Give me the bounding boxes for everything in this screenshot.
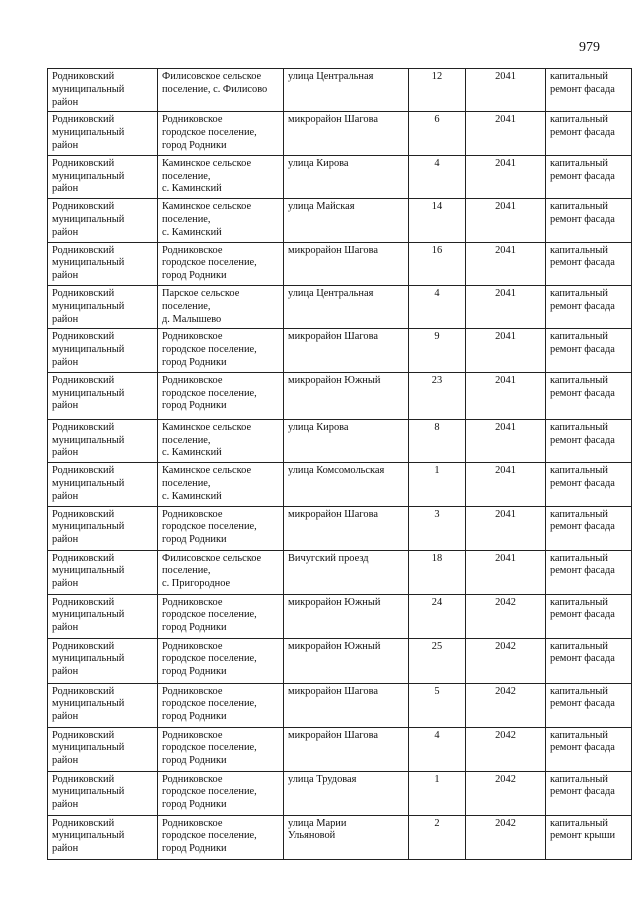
district-cell-line: район: [52, 313, 79, 325]
settlement-cell-line: Родниковское: [162, 685, 223, 697]
work-type-cell: [546, 155, 632, 198]
street-cell: [284, 329, 409, 372]
settlement-cell-line: поселение,: [162, 170, 211, 182]
work-type-cell: [546, 285, 632, 328]
settlement-cell-line: город Родники: [162, 534, 227, 546]
table-row: [48, 463, 632, 506]
street-cell: [284, 242, 409, 285]
settlement-cell-line: городское поселение,: [162, 698, 257, 710]
district-cell-line: муниципальный: [52, 257, 125, 269]
district-cell-line: район: [52, 490, 79, 502]
work-type-cell-line: ремонт фасада: [550, 653, 615, 665]
settlement-cell-line: поселение,: [162, 213, 211, 225]
district-cell-line: муниципальный: [52, 653, 125, 665]
settlement-cell-line: поселение,: [162, 434, 211, 446]
table-row: [48, 69, 632, 112]
district-cell-line: муниципальный: [52, 830, 125, 842]
settlement-cell-line: с. Каминский: [162, 226, 222, 238]
district-cell-line: район: [52, 534, 79, 546]
year-cell: 2041: [466, 242, 546, 285]
work-type-cell: [546, 242, 632, 285]
district-cell-line: муниципальный: [52, 300, 125, 312]
street-cell: [284, 419, 409, 462]
settlement-cell-line: городское поселение,: [162, 742, 257, 754]
year-cell: 2041: [466, 155, 546, 198]
street-cell: [284, 506, 409, 550]
settlement-cell: [158, 463, 284, 506]
work-type-cell: [546, 69, 632, 112]
street-cell-line: улица Центральная: [288, 71, 374, 82]
table-row: [48, 199, 632, 242]
district-cell-line: Родниковский: [52, 201, 115, 213]
district-cell-line: район: [52, 139, 79, 151]
district-cell-line: Родниковский: [52, 331, 115, 343]
settlement-cell: [158, 329, 284, 372]
year-cell: 2042: [466, 727, 546, 771]
repair-schedule-table: [47, 68, 632, 860]
street-cell-line: микрорайон Шагова: [288, 244, 378, 256]
street-cell-line: микрорайон Шагова: [288, 685, 378, 697]
district-cell-line: Родниковский: [52, 287, 115, 299]
settlement-cell-line: городское поселение,: [162, 257, 257, 269]
work-type-cell-line: ремонт фасада: [550, 300, 615, 312]
settlement-cell-line: город Родники: [162, 666, 227, 678]
settlement-cell-line: Каминское сельское: [162, 465, 252, 477]
work-type-cell-line: капитальный: [550, 71, 608, 82]
table-row: [48, 683, 632, 727]
district-cell-line: Родниковский: [52, 552, 115, 564]
settlement-cell: [158, 285, 284, 328]
work-type-cell-line: ремонт фасада: [550, 387, 615, 399]
district-cell-line: район: [52, 183, 79, 195]
district-cell-line: муниципальный: [52, 127, 125, 139]
settlement-cell-line: Родниковское: [162, 331, 223, 343]
settlement-cell-line: город Родники: [162, 356, 227, 368]
year-cell: 2042: [466, 594, 546, 638]
district-cell-line: Родниковский: [52, 729, 115, 741]
settlement-cell-line: Родниковское: [162, 729, 223, 741]
work-type-cell-line: капитальный: [550, 773, 608, 785]
settlement-cell-line: город Родники: [162, 400, 227, 412]
district-cell-line: район: [52, 711, 79, 723]
street-cell-line: улица Трудовая: [288, 773, 357, 785]
settlement-cell: [158, 242, 284, 285]
district-cell-line: муниципальный: [52, 698, 125, 710]
street-cell: [284, 594, 409, 638]
street-cell-line: улица Кирова: [288, 157, 349, 169]
house-number-cell: 1: [409, 771, 466, 815]
settlement-cell-line: Филисовское сельское: [162, 71, 262, 82]
settlement-cell: [158, 594, 284, 638]
settlement-cell-line: городское поселение,: [162, 609, 257, 621]
street-cell: [284, 550, 409, 594]
district-cell-line: муниципальный: [52, 477, 125, 489]
district-cell-line: Родниковский: [52, 421, 115, 433]
street-cell-line: улица Кирова: [288, 421, 349, 433]
settlement-cell-line: городское поселение,: [162, 521, 257, 533]
table-row: [48, 815, 632, 859]
table-row: [48, 155, 632, 198]
table-row: [48, 727, 632, 771]
work-type-cell: [546, 463, 632, 506]
settlement-cell-line: Родниковское: [162, 640, 223, 652]
district-cell-line: муниципальный: [52, 170, 125, 182]
work-type-cell: [546, 372, 632, 419]
year-cell: 2041: [466, 329, 546, 372]
district-cell: [48, 638, 158, 683]
settlement-cell-line: с. Каминский: [162, 183, 222, 195]
work-type-cell-line: капитальный: [550, 465, 608, 477]
work-type-cell-line: ремонт крыши: [550, 830, 616, 842]
district-cell: [48, 550, 158, 594]
settlement-cell: [158, 638, 284, 683]
house-number-cell: 2: [409, 815, 466, 859]
settlement-cell-line: Родниковское: [162, 374, 223, 386]
table-row: [48, 594, 632, 638]
street-cell-line: микрорайон Южный: [288, 596, 381, 608]
street-cell: [284, 815, 409, 859]
work-type-cell-line: капитальный: [550, 157, 608, 169]
district-cell-line: муниципальный: [52, 213, 125, 225]
settlement-cell-line: город Родники: [162, 711, 227, 723]
work-type-cell-line: ремонт фасада: [550, 609, 615, 621]
district-cell-line: район: [52, 755, 79, 767]
year-cell: 2042: [466, 815, 546, 859]
street-cell: [284, 463, 409, 506]
settlement-cell: [158, 771, 284, 815]
work-type-cell-line: ремонт фасада: [550, 565, 615, 577]
settlement-cell: [158, 506, 284, 550]
settlement-cell-line: городское поселение,: [162, 344, 257, 356]
district-cell-line: муниципальный: [52, 387, 125, 399]
house-number-cell: 3: [409, 506, 466, 550]
house-number-cell: 25: [409, 638, 466, 683]
district-cell-line: район: [52, 666, 79, 678]
work-type-cell-line: капитальный: [550, 552, 608, 564]
settlement-cell-line: Родниковское: [162, 773, 223, 785]
district-cell-line: район: [52, 400, 79, 412]
settlement-cell: [158, 550, 284, 594]
street-cell: [284, 638, 409, 683]
table-row: [48, 372, 632, 419]
table-row: [48, 285, 632, 328]
house-number-cell: 23: [409, 372, 466, 419]
district-cell-line: муниципальный: [52, 521, 125, 533]
district-cell-line: район: [52, 843, 79, 855]
house-number-cell: 12: [409, 69, 466, 112]
work-type-cell-line: ремонт фасада: [550, 742, 615, 754]
settlement-cell-line: город Родники: [162, 799, 227, 811]
district-cell: [48, 419, 158, 462]
district-cell: [48, 463, 158, 506]
year-cell: 2042: [466, 638, 546, 683]
street-cell-line: Вичугский проезд: [288, 552, 369, 564]
district-cell-line: район: [52, 270, 79, 282]
settlement-cell-line: Каминское сельское: [162, 201, 252, 213]
settlement-cell-line: поселение,: [162, 565, 211, 577]
district-cell-line: Родниковский: [52, 157, 115, 169]
street-cell-line: микрорайон Южный: [288, 640, 381, 652]
district-cell-line: район: [52, 96, 79, 108]
work-type-cell-line: ремонт фасада: [550, 698, 615, 710]
street-cell: [284, 372, 409, 419]
work-type-cell-line: капитальный: [550, 508, 608, 520]
year-cell: 2041: [466, 506, 546, 550]
settlement-cell-line: городское поселение,: [162, 127, 257, 139]
settlement-cell-line: городское поселение,: [162, 653, 257, 665]
street-cell-line: микрорайон Шагова: [288, 331, 378, 343]
year-cell: 2041: [466, 69, 546, 112]
settlement-cell-line: Родниковское: [162, 508, 223, 520]
district-cell-line: район: [52, 356, 79, 368]
table-row: [48, 329, 632, 372]
settlement-cell-line: с. Каминский: [162, 447, 222, 459]
settlement-cell: [158, 372, 284, 419]
work-type-cell-line: капитальный: [550, 244, 608, 256]
district-cell-line: район: [52, 578, 79, 590]
district-cell-line: муниципальный: [52, 434, 125, 446]
district-cell: [48, 329, 158, 372]
work-type-cell-line: капитальный: [550, 201, 608, 213]
year-cell: 2041: [466, 372, 546, 419]
district-cell: [48, 815, 158, 859]
district-cell-line: район: [52, 799, 79, 811]
settlement-cell: [158, 69, 284, 112]
work-type-cell-line: ремонт фасада: [550, 344, 615, 356]
district-cell: [48, 285, 158, 328]
house-number-cell: 16: [409, 242, 466, 285]
table-row: [48, 506, 632, 550]
settlement-cell-line: городское поселение,: [162, 387, 257, 399]
work-type-cell-line: капитальный: [550, 374, 608, 386]
work-type-cell: [546, 638, 632, 683]
house-number-cell: 1: [409, 463, 466, 506]
district-cell: [48, 155, 158, 198]
street-cell: [284, 155, 409, 198]
work-type-cell: [546, 550, 632, 594]
street-cell: [284, 69, 409, 112]
work-type-cell-line: капитальный: [550, 685, 608, 697]
table-row: [48, 638, 632, 683]
work-type-cell-line: ремонт фасада: [550, 127, 615, 139]
work-type-cell: [546, 683, 632, 727]
house-number-cell: 4: [409, 285, 466, 328]
work-type-cell: [546, 506, 632, 550]
district-cell-line: Родниковский: [52, 244, 115, 256]
district-cell-line: Родниковский: [52, 508, 115, 520]
page-number: 979: [579, 40, 600, 55]
year-cell: 2041: [466, 419, 546, 462]
settlement-cell: [158, 112, 284, 155]
table-row: [48, 550, 632, 594]
house-number-cell: 18: [409, 550, 466, 594]
settlement-cell-line: д. Малышево: [162, 313, 222, 325]
work-type-cell: [546, 112, 632, 155]
district-cell-line: район: [52, 447, 79, 459]
settlement-cell-line: Парское сельское: [162, 287, 240, 299]
district-cell-line: Родниковский: [52, 114, 115, 126]
work-type-cell-line: ремонт фасада: [550, 521, 615, 533]
settlement-cell-line: город Родники: [162, 843, 227, 855]
district-cell: [48, 594, 158, 638]
settlement-cell: [158, 815, 284, 859]
district-cell: [48, 372, 158, 419]
work-type-cell-line: ремонт фасада: [550, 83, 615, 95]
district-cell-line: Родниковский: [52, 596, 115, 608]
street-cell: [284, 683, 409, 727]
street-cell-line: микрорайон Шагова: [288, 729, 378, 741]
work-type-cell-line: капитальный: [550, 331, 608, 343]
settlement-cell: [158, 419, 284, 462]
street-cell-line: микрорайон Шагова: [288, 508, 378, 520]
settlement-cell-line: Родниковское: [162, 817, 223, 829]
house-number-cell: 24: [409, 594, 466, 638]
year-cell: 2041: [466, 550, 546, 594]
street-cell-line: микрорайон Южный: [288, 374, 381, 386]
district-cell: [48, 69, 158, 112]
district-cell-line: муниципальный: [52, 565, 125, 577]
settlement-cell: [158, 199, 284, 242]
table-body: [48, 69, 632, 860]
settlement-cell-line: Филисовское сельское: [162, 552, 262, 564]
work-type-cell: [546, 199, 632, 242]
table-row: [48, 771, 632, 815]
street-cell-line: микрорайон Шагова: [288, 114, 378, 126]
work-type-cell-line: капитальный: [550, 114, 608, 126]
settlement-cell-line: город Родники: [162, 139, 227, 151]
work-type-cell: [546, 419, 632, 462]
street-cell: [284, 727, 409, 771]
table-row: [48, 112, 632, 155]
district-cell-line: муниципальный: [52, 786, 125, 798]
district-cell: [48, 771, 158, 815]
district-cell-line: муниципальный: [52, 742, 125, 754]
street-cell-line: Ульяновой: [288, 830, 336, 842]
settlement-cell-line: городское поселение,: [162, 786, 257, 798]
district-cell-line: Родниковский: [52, 71, 115, 82]
district-cell: [48, 112, 158, 155]
house-number-cell: 4: [409, 727, 466, 771]
settlement-cell-line: Родниковское: [162, 114, 223, 126]
district-cell-line: Родниковский: [52, 640, 115, 652]
settlement-cell-line: с. Пригородное: [162, 578, 231, 590]
work-type-cell-line: ремонт фасада: [550, 786, 615, 798]
settlement-cell: [158, 155, 284, 198]
work-type-cell-line: капитальный: [550, 596, 608, 608]
settlement-cell: [158, 727, 284, 771]
house-number-cell: 5: [409, 683, 466, 727]
settlement-cell-line: городское поселение,: [162, 830, 257, 842]
district-cell: [48, 727, 158, 771]
house-number-cell: 9: [409, 329, 466, 372]
street-cell-line: улица Комсомольская: [288, 465, 385, 477]
district-cell-line: район: [52, 226, 79, 238]
district-cell: [48, 242, 158, 285]
settlement-cell-line: поселение, с. Филисово: [162, 83, 268, 95]
street-cell: [284, 112, 409, 155]
work-type-cell-line: капитальный: [550, 640, 608, 652]
district-cell-line: Родниковский: [52, 685, 115, 697]
district-cell-line: муниципальный: [52, 83, 125, 95]
work-type-cell-line: ремонт фасада: [550, 213, 615, 225]
street-cell-line: улица Майская: [288, 201, 355, 213]
settlement-cell-line: город Родники: [162, 270, 227, 282]
work-type-cell-line: ремонт фасада: [550, 477, 615, 489]
year-cell: 2041: [466, 199, 546, 242]
district-cell-line: муниципальный: [52, 344, 125, 356]
street-cell: [284, 771, 409, 815]
table-row: [48, 419, 632, 462]
year-cell: 2041: [466, 285, 546, 328]
settlement-cell-line: Каминское сельское: [162, 157, 252, 169]
district-cell-line: Родниковский: [52, 465, 115, 477]
year-cell: 2042: [466, 683, 546, 727]
table-row: [48, 242, 632, 285]
house-number-cell: 14: [409, 199, 466, 242]
street-cell-line: улица Марии: [288, 817, 347, 829]
house-number-cell: 8: [409, 419, 466, 462]
district-cell-line: район: [52, 622, 79, 634]
district-cell-line: Родниковский: [52, 817, 115, 829]
work-type-cell-line: капитальный: [550, 287, 608, 299]
street-cell: [284, 285, 409, 328]
house-number-cell: 4: [409, 155, 466, 198]
settlement-cell-line: Родниковское: [162, 244, 223, 256]
district-cell: [48, 199, 158, 242]
work-type-cell-line: ремонт фасада: [550, 170, 615, 182]
street-cell-line: улица Центральная: [288, 287, 374, 299]
district-cell-line: Родниковский: [52, 773, 115, 785]
year-cell: 2042: [466, 771, 546, 815]
district-cell: [48, 506, 158, 550]
street-cell: [284, 199, 409, 242]
work-type-cell: [546, 594, 632, 638]
house-number-cell: 6: [409, 112, 466, 155]
settlement-cell-line: поселение,: [162, 477, 211, 489]
work-type-cell: [546, 727, 632, 771]
district-cell-line: Родниковский: [52, 374, 115, 386]
settlement-cell-line: с. Каминский: [162, 490, 222, 502]
settlement-cell: [158, 683, 284, 727]
settlement-cell-line: Родниковское: [162, 596, 223, 608]
work-type-cell: [546, 771, 632, 815]
work-type-cell-line: капитальный: [550, 817, 608, 829]
settlement-cell-line: город Родники: [162, 622, 227, 634]
work-type-cell-line: капитальный: [550, 729, 608, 741]
work-type-cell-line: ремонт фасада: [550, 434, 615, 446]
settlement-cell-line: поселение,: [162, 300, 211, 312]
settlement-cell-line: город Родники: [162, 755, 227, 767]
district-cell: [48, 683, 158, 727]
work-type-cell-line: ремонт фасада: [550, 257, 615, 269]
work-type-cell-line: капитальный: [550, 421, 608, 433]
settlement-cell-line: Каминское сельское: [162, 421, 252, 433]
work-type-cell: [546, 815, 632, 859]
year-cell: 2041: [466, 112, 546, 155]
district-cell-line: муниципальный: [52, 609, 125, 621]
year-cell: 2041: [466, 463, 546, 506]
work-type-cell: [546, 329, 632, 372]
